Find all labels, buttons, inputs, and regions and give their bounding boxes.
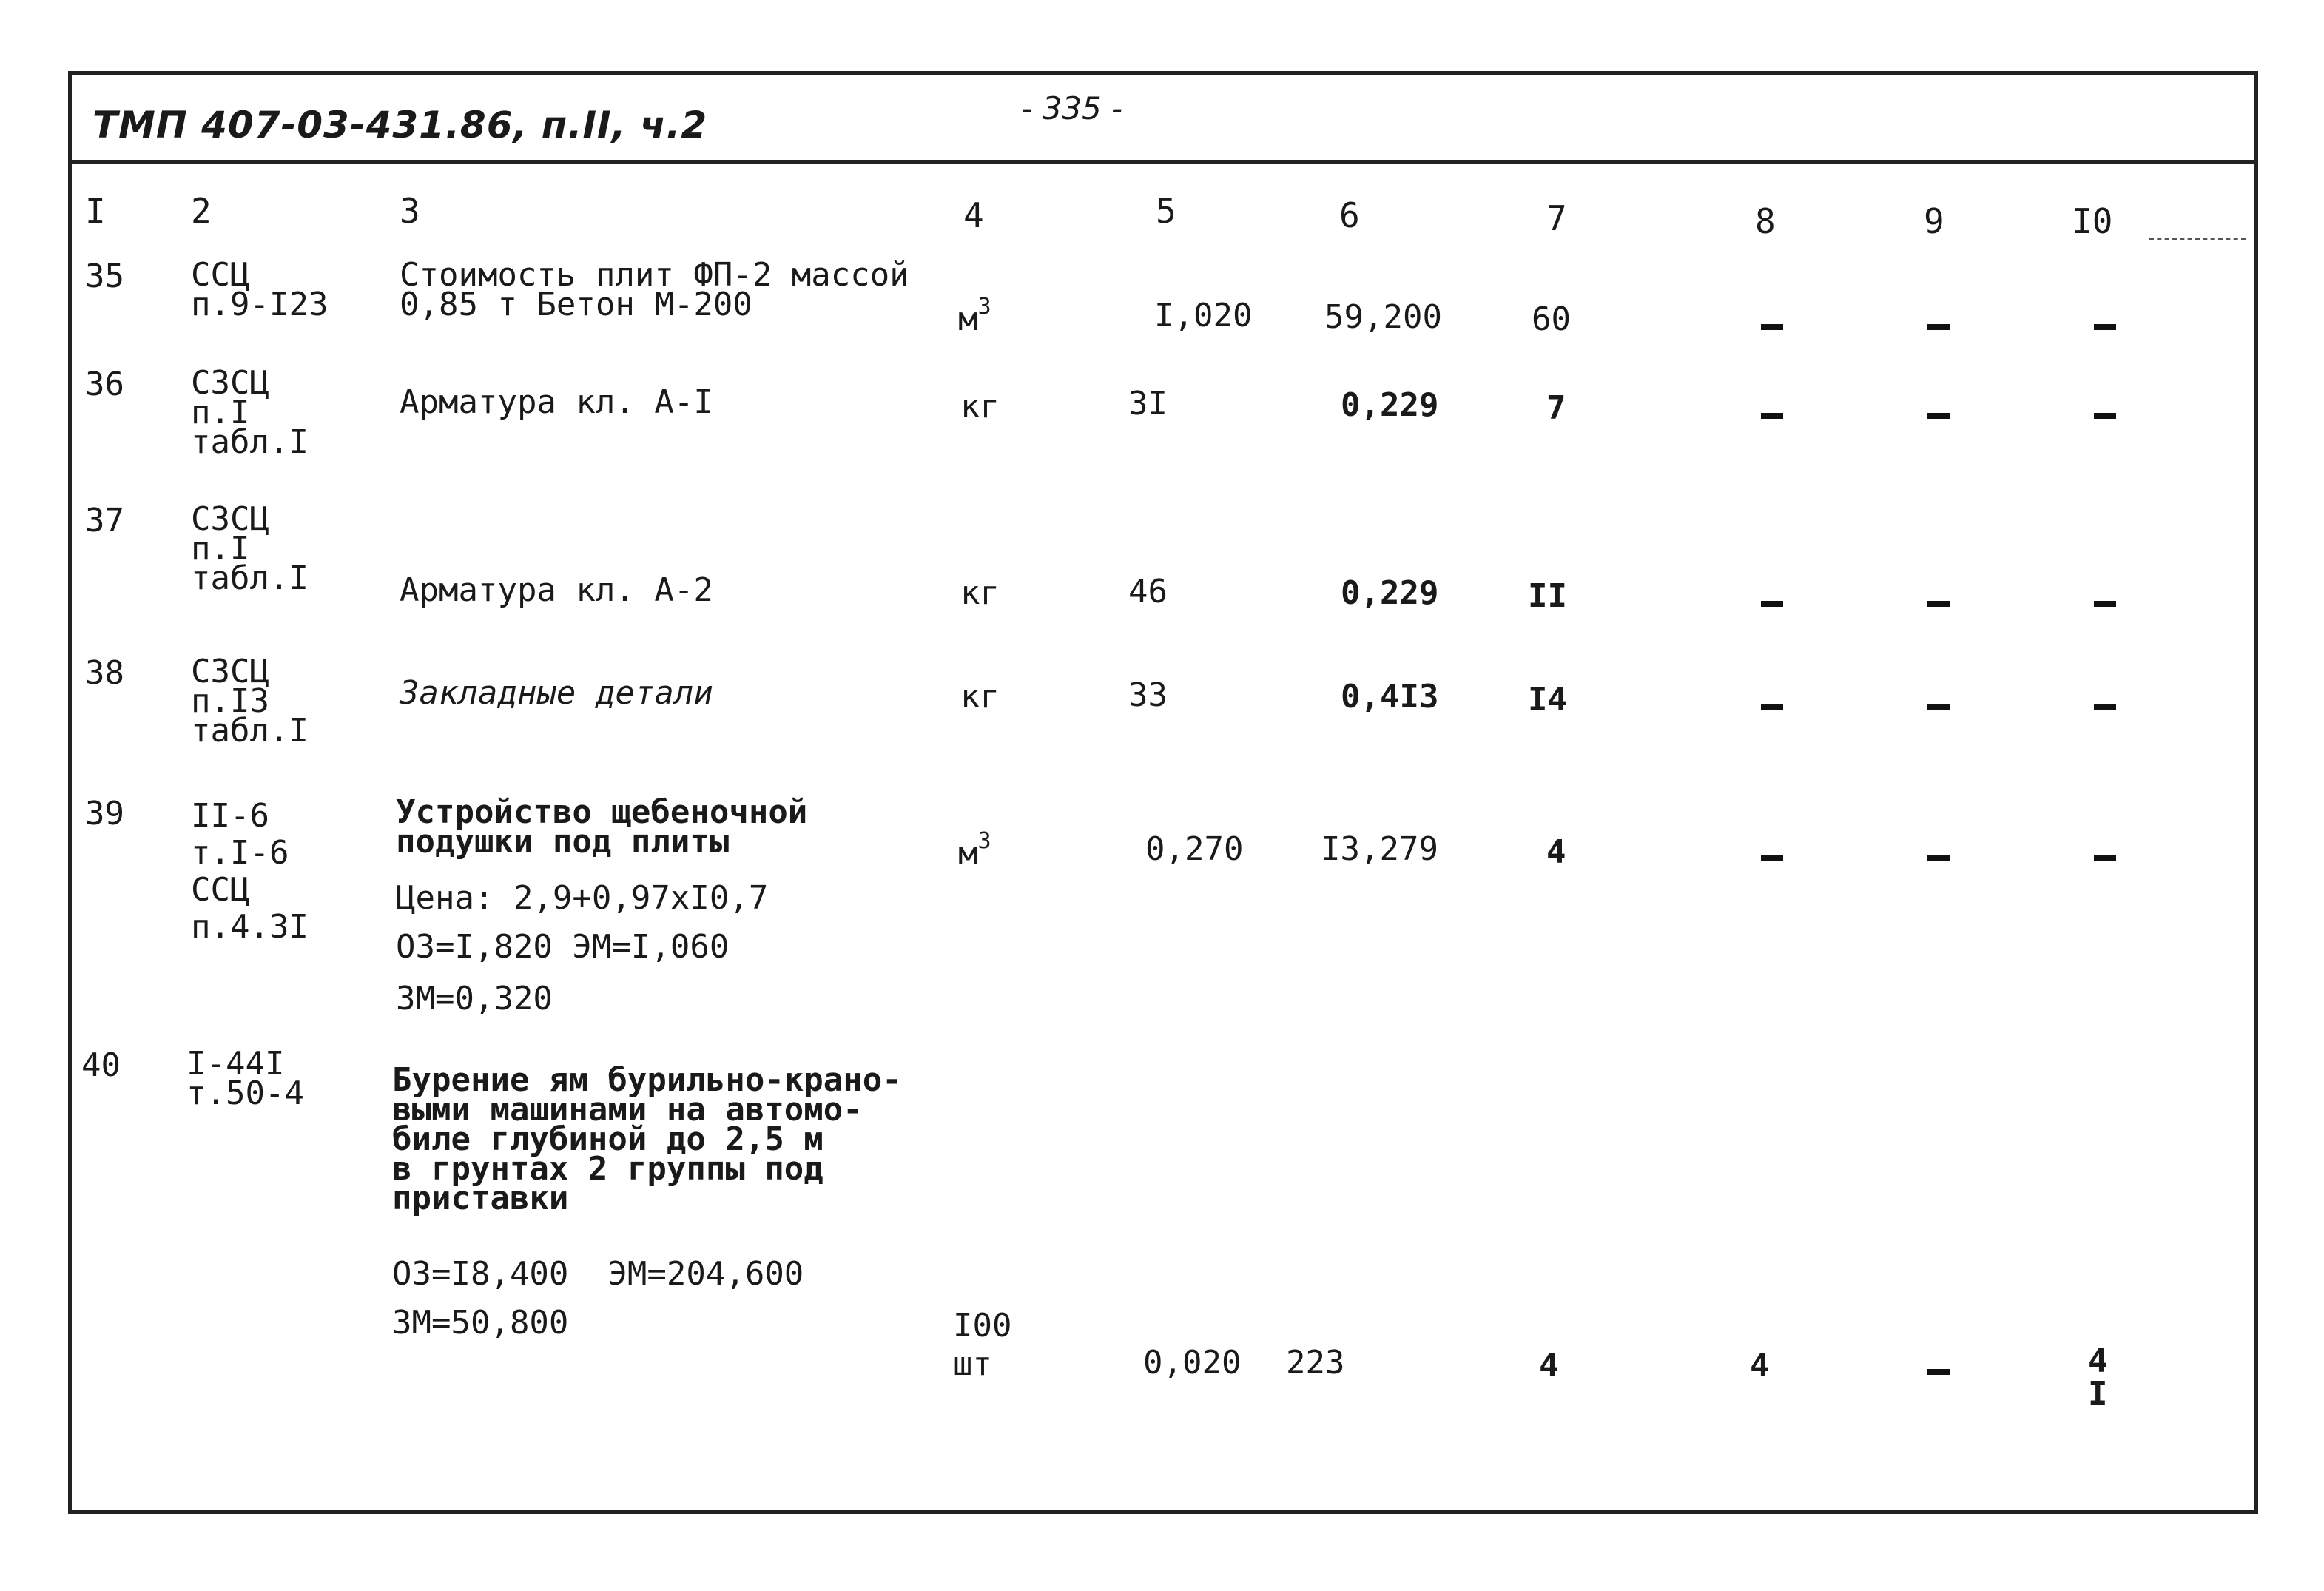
empty-dash (2094, 601, 2116, 607)
quantity: 46 (1128, 573, 1168, 610)
total: 7 (1546, 389, 1566, 427)
unit-price: I3,279 (1321, 830, 1438, 868)
quantity: 0,270 (1145, 830, 1244, 868)
unit: I00 шт (953, 1307, 1012, 1383)
empty-dash (1927, 704, 1950, 710)
price-note: ЗМ=0,320 (396, 980, 553, 1018)
empty-dash (1761, 324, 1783, 330)
item-description: Закладные детали (400, 674, 713, 712)
column-header-7: 7 (1546, 198, 1567, 238)
unit-price: 59,200 (1324, 298, 1442, 336)
empty-dash (2094, 413, 2116, 419)
item-description: Арматура кл. А-2 (400, 571, 713, 609)
page-number: - 335 - (1021, 90, 1123, 127)
unit: $м^3$ (958, 294, 991, 338)
row-number: 37 (85, 502, 124, 539)
empty-dash (2094, 324, 2116, 330)
unit: кг (960, 678, 1000, 716)
empty-dash (1927, 413, 1950, 419)
price-reference: СЗСЦ п.I табл.I (191, 500, 309, 597)
empty-dash (2094, 704, 2116, 710)
column-header-9: 9 (1924, 201, 1944, 241)
total: I4 (1528, 681, 1567, 719)
row-number: 38 (85, 654, 124, 692)
item-description: Стоимость плит ФП-2 массой 0,85 т Бетон М-200 (400, 256, 909, 323)
item-description: Арматура кл. А-I (400, 383, 713, 421)
empty-dash (1761, 413, 1783, 419)
empty-dash (1761, 601, 1783, 607)
column-header-8: 8 (1755, 201, 1776, 241)
column-10-value: 4 I (2088, 1342, 2108, 1413)
price-reference: ССЦ п.9-I23 (191, 256, 329, 323)
quantity: 0,020 (1143, 1344, 1242, 1382)
empty-dash (1761, 855, 1783, 861)
unit-price: 0,229 (1341, 386, 1439, 424)
empty-dash (1927, 1369, 1950, 1375)
unit-price: 0,229 (1341, 574, 1439, 612)
column-header-4: 4 (963, 195, 984, 235)
row-number: 40 (81, 1046, 121, 1084)
quantity: 33 (1128, 676, 1168, 714)
row-number: 35 (85, 258, 124, 295)
price-note: ОЗ=I8,400 ЭМ=204,600 (392, 1255, 804, 1293)
empty-dash (1927, 855, 1950, 861)
price-note: ЗМ=50,800 (392, 1304, 569, 1342)
price-reference: СЗСЦ п.I табл.I (191, 364, 309, 461)
header-divider (68, 160, 2258, 164)
unit: $м^3$ (958, 828, 991, 872)
item-description: Устройство щебеночной подушки под плиты (396, 793, 808, 861)
column-header-1: I (85, 191, 106, 231)
unit-price: 223 (1286, 1344, 1345, 1382)
price-reference: II-6 т.I-6 ССЦ п.4.3I (191, 797, 309, 946)
row-number: 39 (85, 795, 124, 832)
empty-dash (1927, 601, 1950, 607)
column-header-3: 3 (400, 191, 420, 231)
unit: кг (960, 388, 1000, 426)
quantity: I,020 (1154, 297, 1253, 334)
column-header-6: 6 (1339, 195, 1360, 235)
row-number: 36 (85, 366, 124, 403)
total: II (1528, 577, 1567, 615)
column-8-value: 4 (1750, 1347, 1770, 1385)
total: 4 (1539, 1347, 1559, 1385)
column-header-5: 5 (1156, 191, 1176, 231)
scan-mark (2149, 238, 2246, 240)
table-frame (68, 71, 2258, 1514)
price-note: ОЗ=I,820 ЭМ=I,060 (396, 928, 730, 966)
empty-dash (1927, 324, 1950, 330)
price-reference: СЗСЦ п.I3 табл.I (191, 653, 309, 750)
column-header-2: 2 (191, 191, 212, 231)
total: 4 (1546, 833, 1566, 871)
column-header-10: I0 (2072, 201, 2113, 241)
unit: кг (960, 574, 1000, 612)
total: 60 (1532, 300, 1571, 338)
item-description: Бурение ям бурильно-крано- выми машинами на автомо- биле глубиной до 2,5 м в грунтах 2 группы под приставки (392, 1061, 902, 1217)
empty-dash (1761, 704, 1783, 710)
document-code: ТМП 407-03-431.86, п.II, ч.2 (92, 104, 708, 147)
price-note: Цена: 2,9+0,97хI0,7 (396, 879, 769, 917)
unit-price: 0,4I3 (1341, 678, 1439, 716)
quantity: 3I (1128, 385, 1168, 423)
price-reference: I-44I т.50-4 (186, 1045, 304, 1112)
empty-dash (2094, 855, 2116, 861)
